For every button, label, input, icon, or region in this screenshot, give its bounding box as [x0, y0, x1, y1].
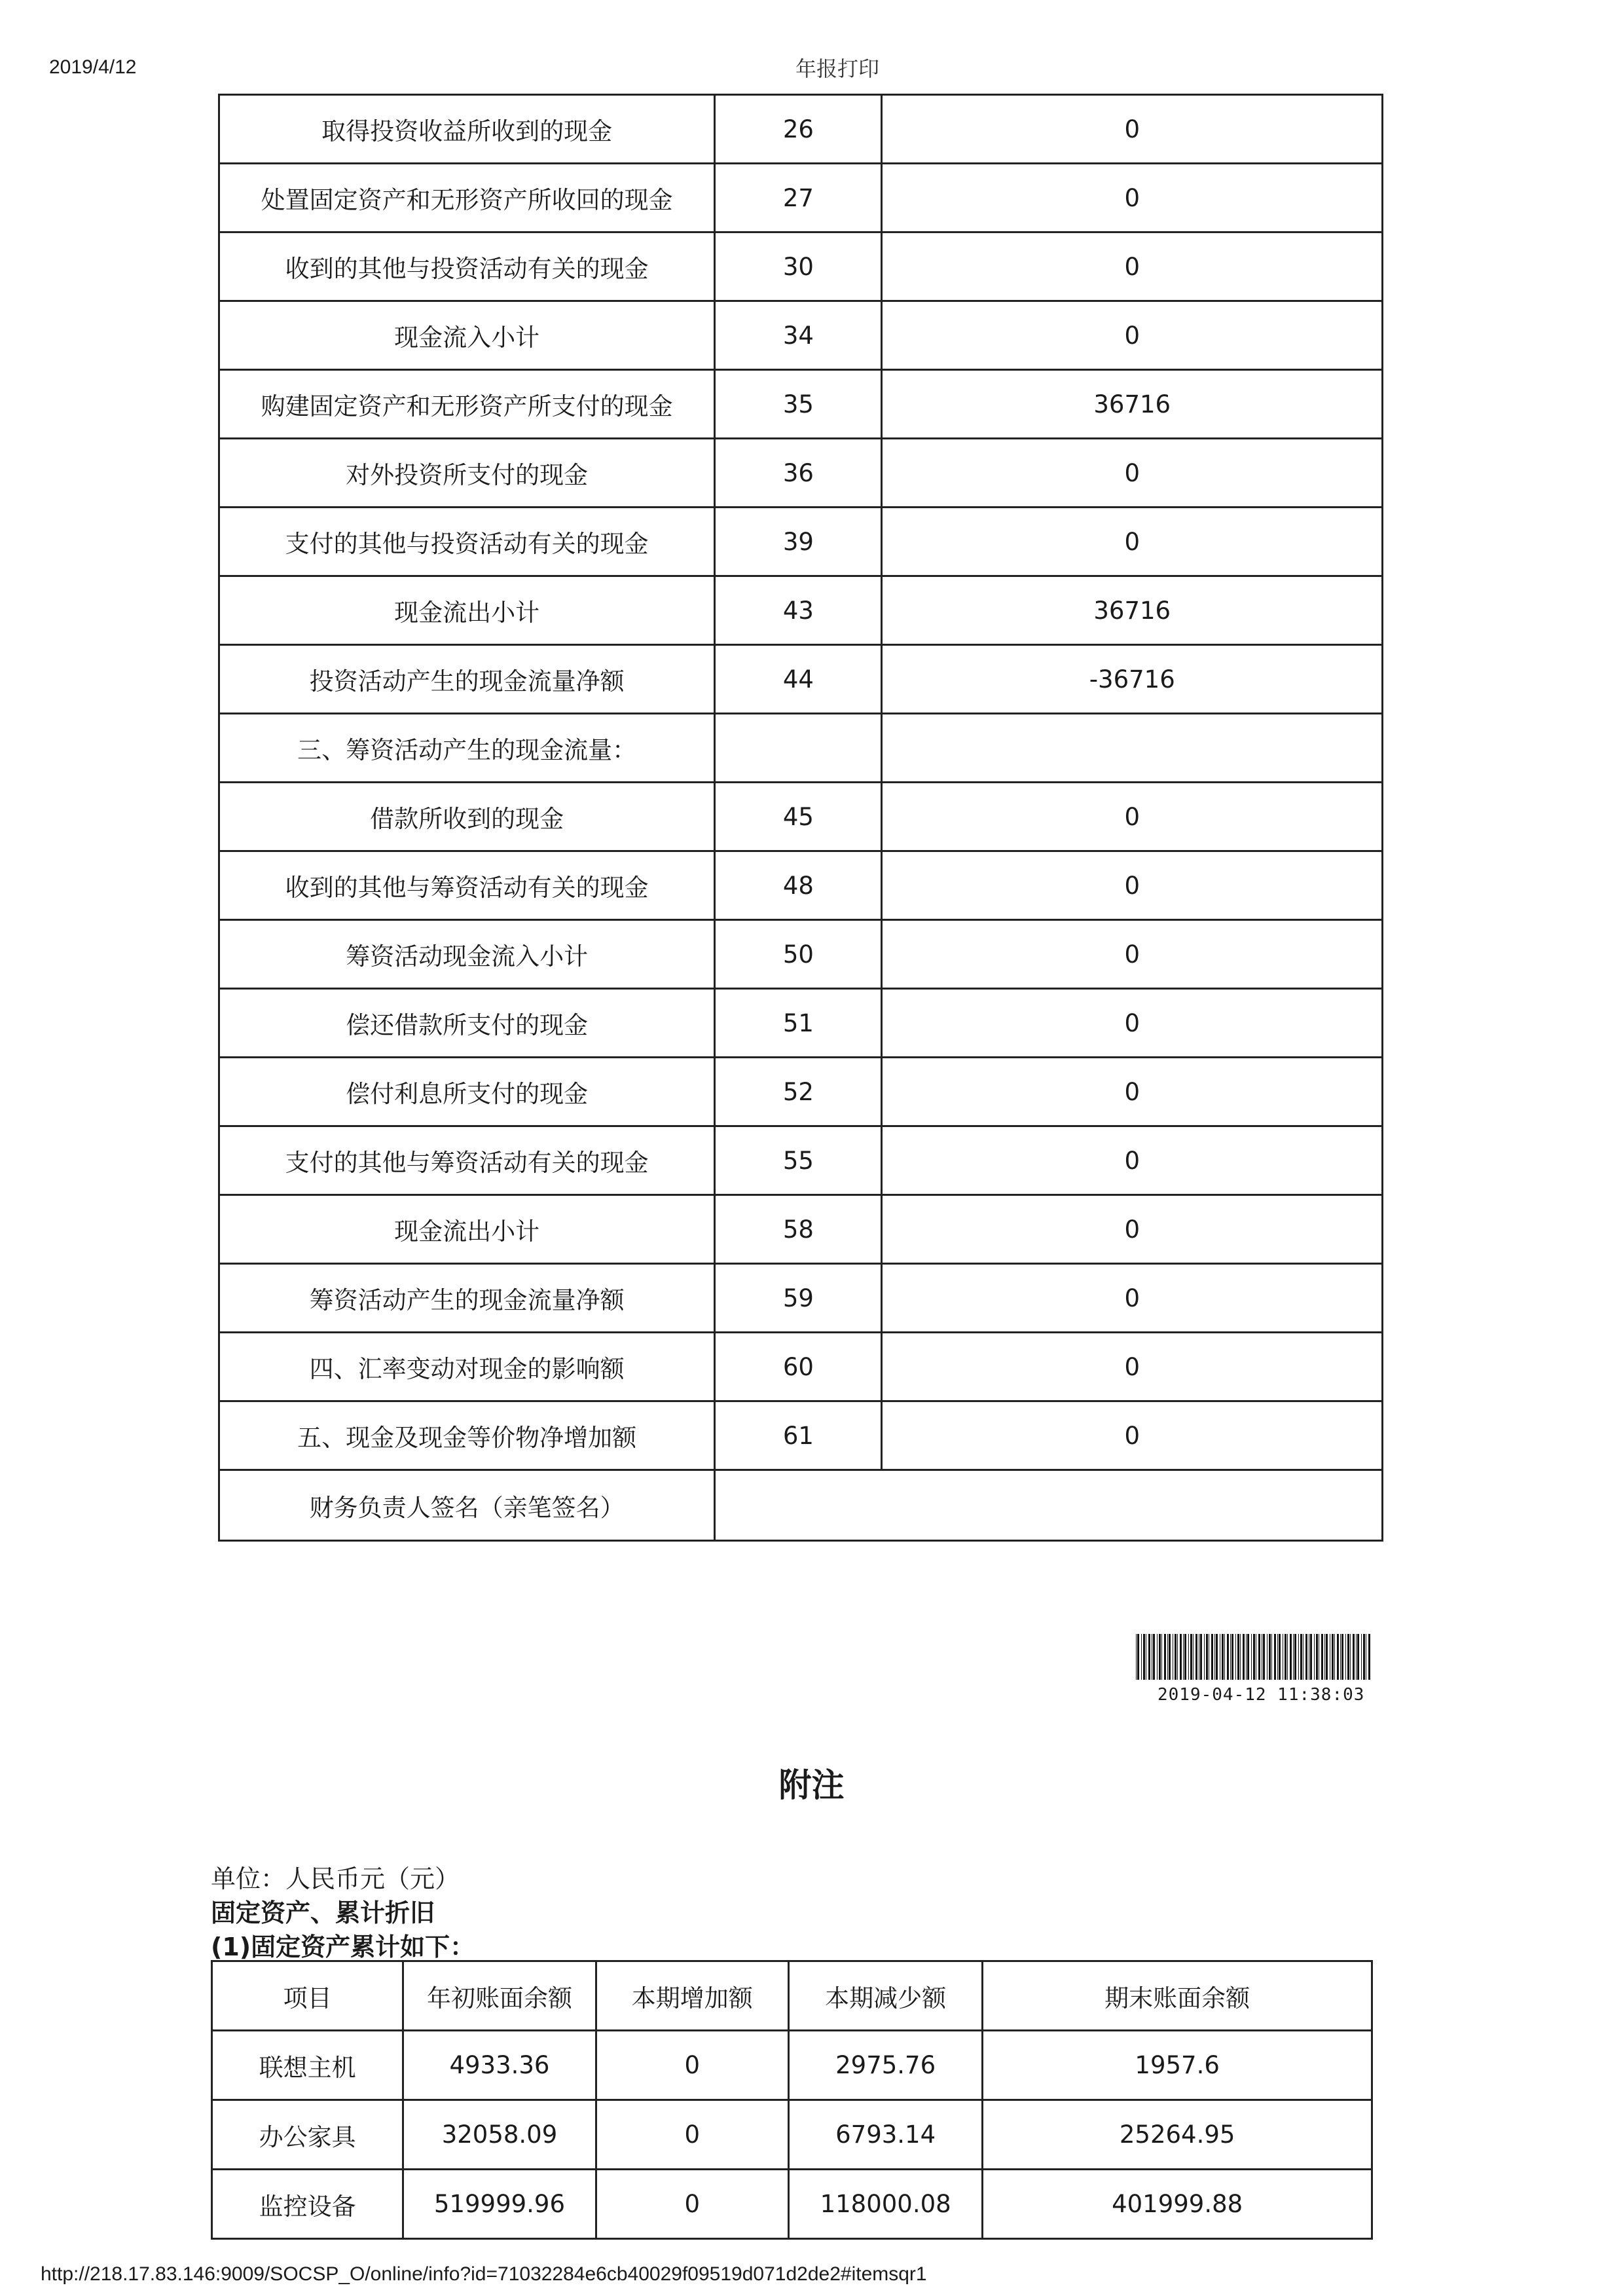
column-header: 本期减少额 [788, 1961, 982, 2031]
fixed-assets-row [212, 2170, 1372, 2239]
cash-flow-item: 偿还借款所支付的现金 [219, 989, 715, 1058]
barcode-bar [1353, 1634, 1355, 1680]
barcode-bar [1305, 1634, 1307, 1680]
barcode-bar [1285, 1634, 1286, 1680]
column-header: 年初账面余额 [403, 1961, 596, 2031]
column-header: 期末账面余额 [983, 1961, 1372, 2031]
barcode-bar [1246, 1634, 1247, 1680]
cash-flow-row [219, 1264, 1383, 1333]
page-header-title: 年报打印 [795, 56, 880, 81]
barcode-bar [1159, 1634, 1161, 1680]
barcode-bar [1300, 1634, 1302, 1680]
cash-flow-row [219, 576, 1383, 645]
barcode-bar [1183, 1634, 1184, 1680]
barcode-bar [1153, 1634, 1155, 1680]
barcode-bar [1324, 1634, 1325, 1680]
barcode-timestamp: 2019-04-12 11:38:03 [1158, 1685, 1365, 1705]
cash-flow-row [219, 1058, 1383, 1126]
cash-flow-row [219, 989, 1383, 1058]
barcode-bar [1214, 1634, 1215, 1680]
cash-flow-item: 取得投资收益所收到的现金 [219, 95, 715, 164]
fixed-assets-cell: 0 [596, 2031, 788, 2100]
cash-flow-line-number: 44 [715, 645, 882, 714]
cash-flow-row [219, 370, 1383, 439]
cash-flow-item: 收到的其他与筹资活动有关的现金 [219, 851, 715, 920]
cash-flow-line-number: 55 [715, 1126, 882, 1195]
barcode-bar [1269, 1634, 1271, 1680]
cash-flow-amount: 0 [882, 1126, 1383, 1195]
fixed-assets-cell: 401999.88 [983, 2170, 1372, 2239]
barcode-bar [1334, 1634, 1335, 1680]
barcode-bar [1356, 1634, 1357, 1680]
cash-flow-row [219, 232, 1383, 301]
barcode-bar [1294, 1634, 1296, 1680]
barcode-bar [1193, 1634, 1194, 1680]
fixed-assets-cell: 联想主机 [212, 2031, 403, 2100]
cash-flow-row [219, 851, 1383, 920]
column-header: 本期增加额 [596, 1961, 788, 2031]
barcode-bar [1235, 1634, 1236, 1680]
cash-flow-line-number: 26 [715, 95, 882, 164]
cash-flow-item: 支付的其他与筹资活动有关的现金 [219, 1126, 715, 1195]
cash-flow-item: 投资活动产生的现金流量净额 [219, 645, 715, 714]
barcode-bar [1321, 1634, 1323, 1680]
barcode [1136, 1634, 1372, 1680]
cash-flow-row [219, 95, 1383, 164]
barcode-bar [1271, 1634, 1272, 1680]
notes-subsection-heading: (1)固定资产累计如下： [211, 1933, 475, 1961]
barcode-bar [1251, 1634, 1252, 1680]
barcode-bar [1274, 1634, 1276, 1680]
fixed-assets-cell: 32058.09 [403, 2100, 596, 2170]
cash-flow-item: 现金流出小计 [219, 1195, 715, 1264]
cash-flow-item: 处置固定资产和无形资产所收回的现金 [219, 164, 715, 232]
barcode-bar [1368, 1634, 1370, 1680]
barcode-bar [1303, 1634, 1304, 1680]
cash-flow-item: 购建固定资产和无形资产所支付的现金 [219, 370, 715, 439]
signature-label: 财务负责人签名（亲笔签名） [219, 1470, 715, 1541]
cash-flow-item: 三、筹资活动产生的现金流量： [219, 714, 715, 783]
cash-flow-row [219, 1126, 1383, 1195]
barcode-bar [1253, 1634, 1255, 1680]
barcode-bar [1258, 1634, 1260, 1680]
cash-flow-line-number: 30 [715, 232, 882, 301]
cash-flow-line-number: 27 [715, 164, 882, 232]
cash-flow-amount: 0 [882, 95, 1383, 164]
fixed-assets-row [212, 2100, 1372, 2170]
cash-flow-amount [882, 714, 1383, 783]
fixed-assets-cell: 1957.6 [983, 2031, 1372, 2100]
fixed-assets-cell: 0 [596, 2170, 788, 2239]
cash-flow-item: 借款所收到的现金 [219, 783, 715, 851]
cash-flow-line-number: 39 [715, 508, 882, 576]
barcode-bar [1141, 1634, 1142, 1680]
cash-flow-line-number: 43 [715, 576, 882, 645]
barcode-bar [1175, 1634, 1176, 1680]
barcode-bar [1188, 1634, 1189, 1680]
barcode-bar [1298, 1634, 1299, 1680]
cash-flow-row [219, 1401, 1383, 1470]
cash-flow-amount: 0 [882, 1264, 1383, 1333]
cash-flow-amount: 0 [882, 301, 1383, 370]
barcode-bar [1361, 1634, 1362, 1680]
cash-flow-amount: 0 [882, 1195, 1383, 1264]
notes-title: 附注 [778, 1766, 845, 1804]
signature-field [715, 1470, 1383, 1541]
cash-flow-line-number: 45 [715, 783, 882, 851]
cash-flow-line-number [715, 714, 882, 783]
cash-flow-line-number: 36 [715, 439, 882, 508]
barcode-bar [1316, 1634, 1318, 1680]
print-date: 2019/4/12 [49, 56, 137, 78]
barcode-bar [1137, 1634, 1139, 1680]
cash-flow-amount: 0 [882, 1333, 1383, 1401]
barcode-bar [1293, 1634, 1294, 1680]
barcode-bar [1310, 1634, 1312, 1680]
barcode-bar [1161, 1634, 1162, 1680]
fixed-assets-cell: 4933.36 [403, 2031, 596, 2100]
barcode-bar [1136, 1634, 1137, 1680]
barcode-bar [1337, 1634, 1339, 1680]
cash-flow-item: 收到的其他与投资活动有关的现金 [219, 232, 715, 301]
cash-flow-amount: 36716 [882, 576, 1383, 645]
fixed-assets-row [212, 2031, 1372, 2100]
fixed-assets-table [211, 1960, 1373, 2240]
cash-flow-amount: 0 [882, 439, 1383, 508]
barcode-bar [1314, 1634, 1315, 1680]
barcode-bar [1164, 1634, 1166, 1680]
barcode-bar [1227, 1634, 1229, 1680]
barcode-bar [1277, 1634, 1278, 1680]
cash-flow-item: 偿付利息所支付的现金 [219, 1058, 715, 1126]
cash-flow-amount: -36716 [882, 645, 1383, 714]
barcode-bar [1167, 1634, 1168, 1680]
cash-flow-line-number: 51 [715, 989, 882, 1058]
cash-flow-table [218, 94, 1383, 1542]
barcode-bar [1340, 1634, 1341, 1680]
cash-flow-item: 现金流出小计 [219, 576, 715, 645]
barcode-bar [1243, 1634, 1245, 1680]
cash-flow-amount: 0 [882, 783, 1383, 851]
cash-flow-item: 现金流入小计 [219, 301, 715, 370]
column-header: 项目 [212, 1961, 403, 2031]
cash-flow-item: 筹资活动产生的现金流量净额 [219, 1264, 715, 1333]
cash-flow-line-number: 52 [715, 1058, 882, 1126]
cash-flow-line-number: 58 [715, 1195, 882, 1264]
cash-flow-item: 五、现金及现金等价物净增加额 [219, 1401, 715, 1470]
cash-flow-item: 支付的其他与投资活动有关的现金 [219, 508, 715, 576]
barcode-bar [1177, 1634, 1178, 1680]
currency-unit: 单位：人民币元（元） [211, 1864, 460, 1893]
cash-flow-row [219, 783, 1383, 851]
cash-flow-line-number: 60 [715, 1333, 882, 1401]
barcode-bar [1230, 1634, 1231, 1680]
barcode-bar [1190, 1634, 1192, 1680]
fixed-assets-cell: 118000.08 [788, 2170, 982, 2239]
cash-flow-amount: 0 [882, 164, 1383, 232]
cash-flow-row [219, 301, 1383, 370]
barcode-bar [1357, 1634, 1359, 1680]
cash-flow-line-number: 50 [715, 920, 882, 989]
cash-flow-amount: 36716 [882, 370, 1383, 439]
cash-flow-row [219, 645, 1383, 714]
cash-flow-amount: 0 [882, 508, 1383, 576]
fixed-assets-cell: 监控设备 [212, 2170, 403, 2239]
fixed-assets-cell: 办公家具 [212, 2100, 403, 2170]
barcode-bar [1240, 1634, 1241, 1680]
cash-flow-amount: 0 [882, 232, 1383, 301]
barcode-bar [1200, 1634, 1202, 1680]
fixed-assets-cell: 0 [596, 2100, 788, 2170]
barcode-bar [1224, 1634, 1225, 1680]
barcode-bar [1184, 1634, 1186, 1680]
cash-flow-amount: 0 [882, 1058, 1383, 1126]
fixed-assets-cell: 2975.76 [788, 2031, 982, 2100]
barcode-bar [1143, 1634, 1145, 1680]
fixed-assets-cell: 519999.96 [403, 2170, 596, 2239]
cash-flow-item: 筹资活动现金流入小计 [219, 920, 715, 989]
barcode-bar [1350, 1634, 1351, 1680]
cash-flow-line-number: 35 [715, 370, 882, 439]
cash-flow-line-number: 59 [715, 1264, 882, 1333]
barcode-bar [1326, 1634, 1328, 1680]
barcode-bar [1332, 1634, 1334, 1680]
barcode-bar [1290, 1634, 1292, 1680]
cash-flow-row [219, 508, 1383, 576]
notes-section-heading: 固定资产、累计折旧 [211, 1898, 435, 1927]
fixed-assets-cell: 6793.14 [788, 2100, 982, 2170]
barcode-bar [1345, 1634, 1346, 1680]
barcode-bar [1247, 1634, 1249, 1680]
cash-flow-table-body [219, 95, 1383, 1541]
fixed-assets-header-row [212, 1961, 1372, 2031]
barcode-bar [1216, 1634, 1218, 1680]
cash-flow-line-number: 34 [715, 301, 882, 370]
signature-row [219, 1470, 1383, 1541]
barcode-bar [1279, 1634, 1281, 1680]
barcode-bar [1195, 1634, 1197, 1680]
barcode-bar [1206, 1634, 1208, 1680]
barcode-bar [1222, 1634, 1224, 1680]
cash-flow-line-number: 48 [715, 851, 882, 920]
footer-url: http://218.17.83.146:9009/SOCSP_O/online/info?id=71032284e6cb40029f09519d071d2de2#itemsqr1 [41, 2263, 927, 2285]
barcode-bar [1157, 1634, 1158, 1680]
cash-flow-amount: 0 [882, 1401, 1383, 1470]
cash-flow-row [219, 1195, 1383, 1264]
fixed-assets-cell: 25264.95 [983, 2100, 1372, 2170]
barcode-bar [1204, 1634, 1205, 1680]
cash-flow-item: 四、汇率变动对现金的影响额 [219, 1333, 715, 1401]
barcode-bar [1180, 1634, 1182, 1680]
cash-flow-line-number: 61 [715, 1401, 882, 1470]
barcode-bar [1148, 1634, 1150, 1680]
cash-flow-item: 对外投资所支付的现金 [219, 439, 715, 508]
cash-flow-row [219, 920, 1383, 989]
barcode-bar [1231, 1634, 1233, 1680]
cash-flow-row [219, 714, 1383, 783]
cash-flow-amount: 0 [882, 851, 1383, 920]
cash-flow-amount: 0 [882, 920, 1383, 989]
cash-flow-row [219, 439, 1383, 508]
barcode-bar [1237, 1634, 1239, 1680]
barcode-bar [1211, 1634, 1213, 1680]
cash-flow-row [219, 1333, 1383, 1401]
cash-flow-amount: 0 [882, 989, 1383, 1058]
barcode-bar [1169, 1634, 1171, 1680]
barcode-bar [1347, 1634, 1349, 1680]
barcode-bar [1363, 1634, 1365, 1680]
fixed-assets-table-body [212, 1961, 1372, 2239]
barcode-bar [1341, 1634, 1343, 1680]
cash-flow-row [219, 164, 1383, 232]
barcode-bar [1287, 1634, 1288, 1680]
barcode-bar [1263, 1634, 1265, 1680]
